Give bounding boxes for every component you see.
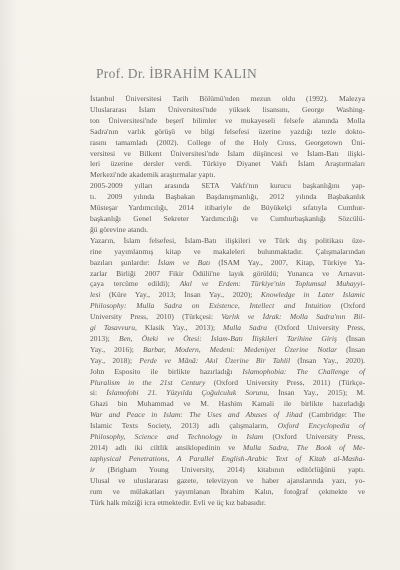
text-run: rasını tamamladı (2002). College of the Holy Cross, Georgetown Üni- (90, 137, 365, 147)
text-line (90, 225, 365, 236)
text-run: Ulusal ve uluslararası gazete, televizyon ve haber ajanslarında yazı, yo- (90, 475, 365, 485)
text-run: çaya tercüme edildi); (90, 279, 180, 289)
text-run: zarlar Birliği 2007 Fikir Ödülü'ne layık görüldü; Yunanca ve Arnavut- (90, 268, 365, 278)
text-run: , Klasik Yay., 2013); (135, 323, 224, 333)
italic-title: Knowledge in Later Islamic (260, 290, 365, 300)
italic-title: Varlık ve İdrak: Molla Sadra'nın Bil- (221, 312, 365, 322)
text-run: ton Üniversitesi'nde beşerî bilimler ve mukayeseli felsefe alanında Molla (90, 115, 365, 125)
text-line (90, 127, 365, 138)
text-line (90, 323, 365, 334)
text-line (90, 432, 365, 443)
text-run: Islamic Texts Society, 2013) adlı çalışmaların, (90, 421, 278, 431)
text-run: versitesi ve Bilkent Üniversitesi'nde İslam düşüncesi ve İslam-Batı ilişki- (90, 148, 365, 158)
italic-title: Akıl ve Erdem: Türkiye'nin Toplumsal Muhayyi- (179, 279, 365, 289)
text-run: University Press, 2010) (Türkçesi: (90, 312, 222, 322)
text-run: (Oxford University Press, 2011) (Türkçe- (205, 377, 365, 387)
italic-title: ir (90, 464, 96, 474)
text-run: tı. 2009 yılında Başbakan Başdanışmanlığı, 2012 yılında Başbakanlık (90, 192, 365, 202)
text-run: ğü görevine atandı. (90, 224, 149, 234)
text-run: (İnsan Yay., 2020). (290, 355, 366, 365)
text-line (90, 388, 365, 399)
text-run: (Brigham Young University, 2014) kitabının editörlüğünü yaptı. (95, 464, 365, 474)
italic-title: Islamophobia: The Challenge of (242, 366, 365, 376)
text-run: , İnsan Yay., 2015); M. (267, 388, 365, 398)
text-run: (İSAM Yay., 2007, Kitap, Türkiye Ya- (210, 257, 365, 267)
text-line (90, 269, 365, 280)
text-line (90, 356, 365, 367)
text-line (90, 149, 365, 160)
text-line (90, 203, 365, 214)
italic-title: İslam ve Batı (157, 257, 211, 267)
text-line (90, 170, 365, 181)
text-line (90, 410, 365, 421)
italic-title: Mulla Sadra, The Book of Me- (243, 443, 365, 452)
text-line (90, 367, 365, 378)
text-line (90, 105, 365, 116)
text-run: (Oxford (330, 301, 365, 311)
italic-title: Barbar, Modern, Medeni: Medeniyet Üzerine Notlar (142, 344, 338, 354)
text-run: Uluslararası İslam Üniversitesi'nde yüksek lisansını, George Washing- (90, 104, 365, 114)
italic-title: Oxford Encyclopedia of (277, 421, 365, 431)
text-line (90, 476, 365, 487)
text-run: (İnsan (336, 333, 365, 343)
text-run: Türk halk müziği icra etmektedir. Evli ve üç kız babasıdır. (90, 497, 266, 507)
italic-title: Philosophy, Science and Technology in Islam (90, 432, 264, 442)
text-line (90, 236, 365, 247)
text-line (90, 345, 365, 356)
text-run: leri üzerine dersler verdi. Türkiye Diyanet Vakfı İslam Araştırmaları (90, 159, 365, 169)
text-line (90, 159, 365, 170)
italic-title: gi Tasavvuru (90, 323, 136, 333)
text-run: (Oxford University Press, (263, 432, 365, 442)
text-line (90, 138, 365, 149)
text-run: si: (90, 388, 107, 398)
text-line (90, 454, 365, 465)
text-line (90, 192, 365, 203)
text-run: Yay., 2018); (90, 355, 140, 365)
text-line (90, 421, 365, 432)
text-run: (Cambridge: The (302, 410, 366, 420)
italic-title: İslamofobi 21. Yüzyılda Çoğulculuk Sorunu (106, 388, 268, 398)
text-line (90, 279, 365, 290)
italic-title: Philosophy: Mulla Sadra on Existence, Intellect and Intuition (90, 301, 331, 311)
text-run: rine yayımlanmış kitap ve makaleleri bulunmaktadır. Çalışmalarından (90, 246, 365, 256)
author-header: Prof. Dr. İBRAHİM KALIN (96, 66, 258, 81)
biography-text (90, 94, 365, 508)
text-run: bazıları şunlardır: (90, 257, 158, 267)
text-run: Sadra'nın varlık görüşü ve bilgi felsefesi üzerine yazdığı tezle dokto- (90, 126, 365, 136)
text-line (90, 181, 365, 192)
italic-title: Mulla Sadra (223, 323, 268, 333)
text-run: Yay., 2016); (90, 344, 143, 354)
text-line (90, 399, 365, 410)
italic-title: Pluralism in the 21st Century (90, 377, 206, 387)
text-run: İstanbul Üniversitesi Tarih Bölümü'nden mezun oldu (1992). Malezya (90, 94, 365, 103)
italic-title: Perde ve Mânâ: Akıl Üzerine Bir Tahlil (139, 355, 291, 365)
text-run: (İnsan (337, 344, 366, 354)
text-line (90, 498, 365, 509)
text-line (90, 443, 365, 454)
italic-title: War and Peace in Islam: The Uses and Abuses of Jihad (90, 410, 303, 420)
italic-title: Ben, Öteki ve Ötesi: İslam-Batı İlişkileri Tarihine Giriş (118, 333, 337, 343)
text-run: (Oxford University Press, (267, 323, 365, 333)
text-line (90, 247, 365, 258)
text-line (90, 258, 365, 269)
text-run: rum ve mülakatları yayımlanan İbrahim Kalın, fotoğraf çekmekte ve (90, 486, 365, 496)
text-line (90, 312, 365, 323)
text-run: Müsteşar Yardımcılığı, 2014 itibariyle de Büyükelçi sıfatıyla Cumhur- (90, 203, 365, 213)
text-line (90, 487, 365, 498)
italic-title: taphysical Penetrations, A Parallel English-Arabic Text of Kitab al-Masha- (90, 453, 365, 463)
text-line (90, 465, 365, 476)
text-run: 2013); (90, 333, 119, 343)
text-line (90, 290, 365, 301)
text-run: Merkezi'nde akademik araştırmalar yaptı. (90, 170, 216, 180)
text-line (90, 378, 365, 389)
text-run: Ghazi bin Muhammad ve M. Hashim Kamali ile birlikte hazırladığı (90, 399, 365, 409)
page-gutter-shadow (0, 0, 18, 570)
italic-title: lesi (90, 290, 101, 300)
text-run: başkanlığı Genel Sekreter Yardımcılığı ve Cumhurbaşkanlığı Sözcülü- (90, 213, 365, 223)
text-run: 2005-2009 yılları arasında SETA Vakfı'nın kurucu başkanlığını yap- (90, 181, 365, 191)
text-line (90, 301, 365, 312)
text-run: John Esposito ile birlikte hazırladığı (90, 366, 243, 376)
text-line (90, 334, 365, 345)
text-run: (Küre Yay., 2013; İnsan Yay., 2020); (100, 290, 261, 300)
text-line (90, 116, 365, 127)
text-run: 2014) adlı iki ciltlik ansiklopedinin ve (90, 443, 244, 452)
text-run: Yazarın, İslam felsefesi, İslam-Batı ilişkileri ve Türk dış politikası üze- (90, 235, 365, 245)
text-line (90, 94, 365, 105)
text-line (90, 214, 365, 225)
